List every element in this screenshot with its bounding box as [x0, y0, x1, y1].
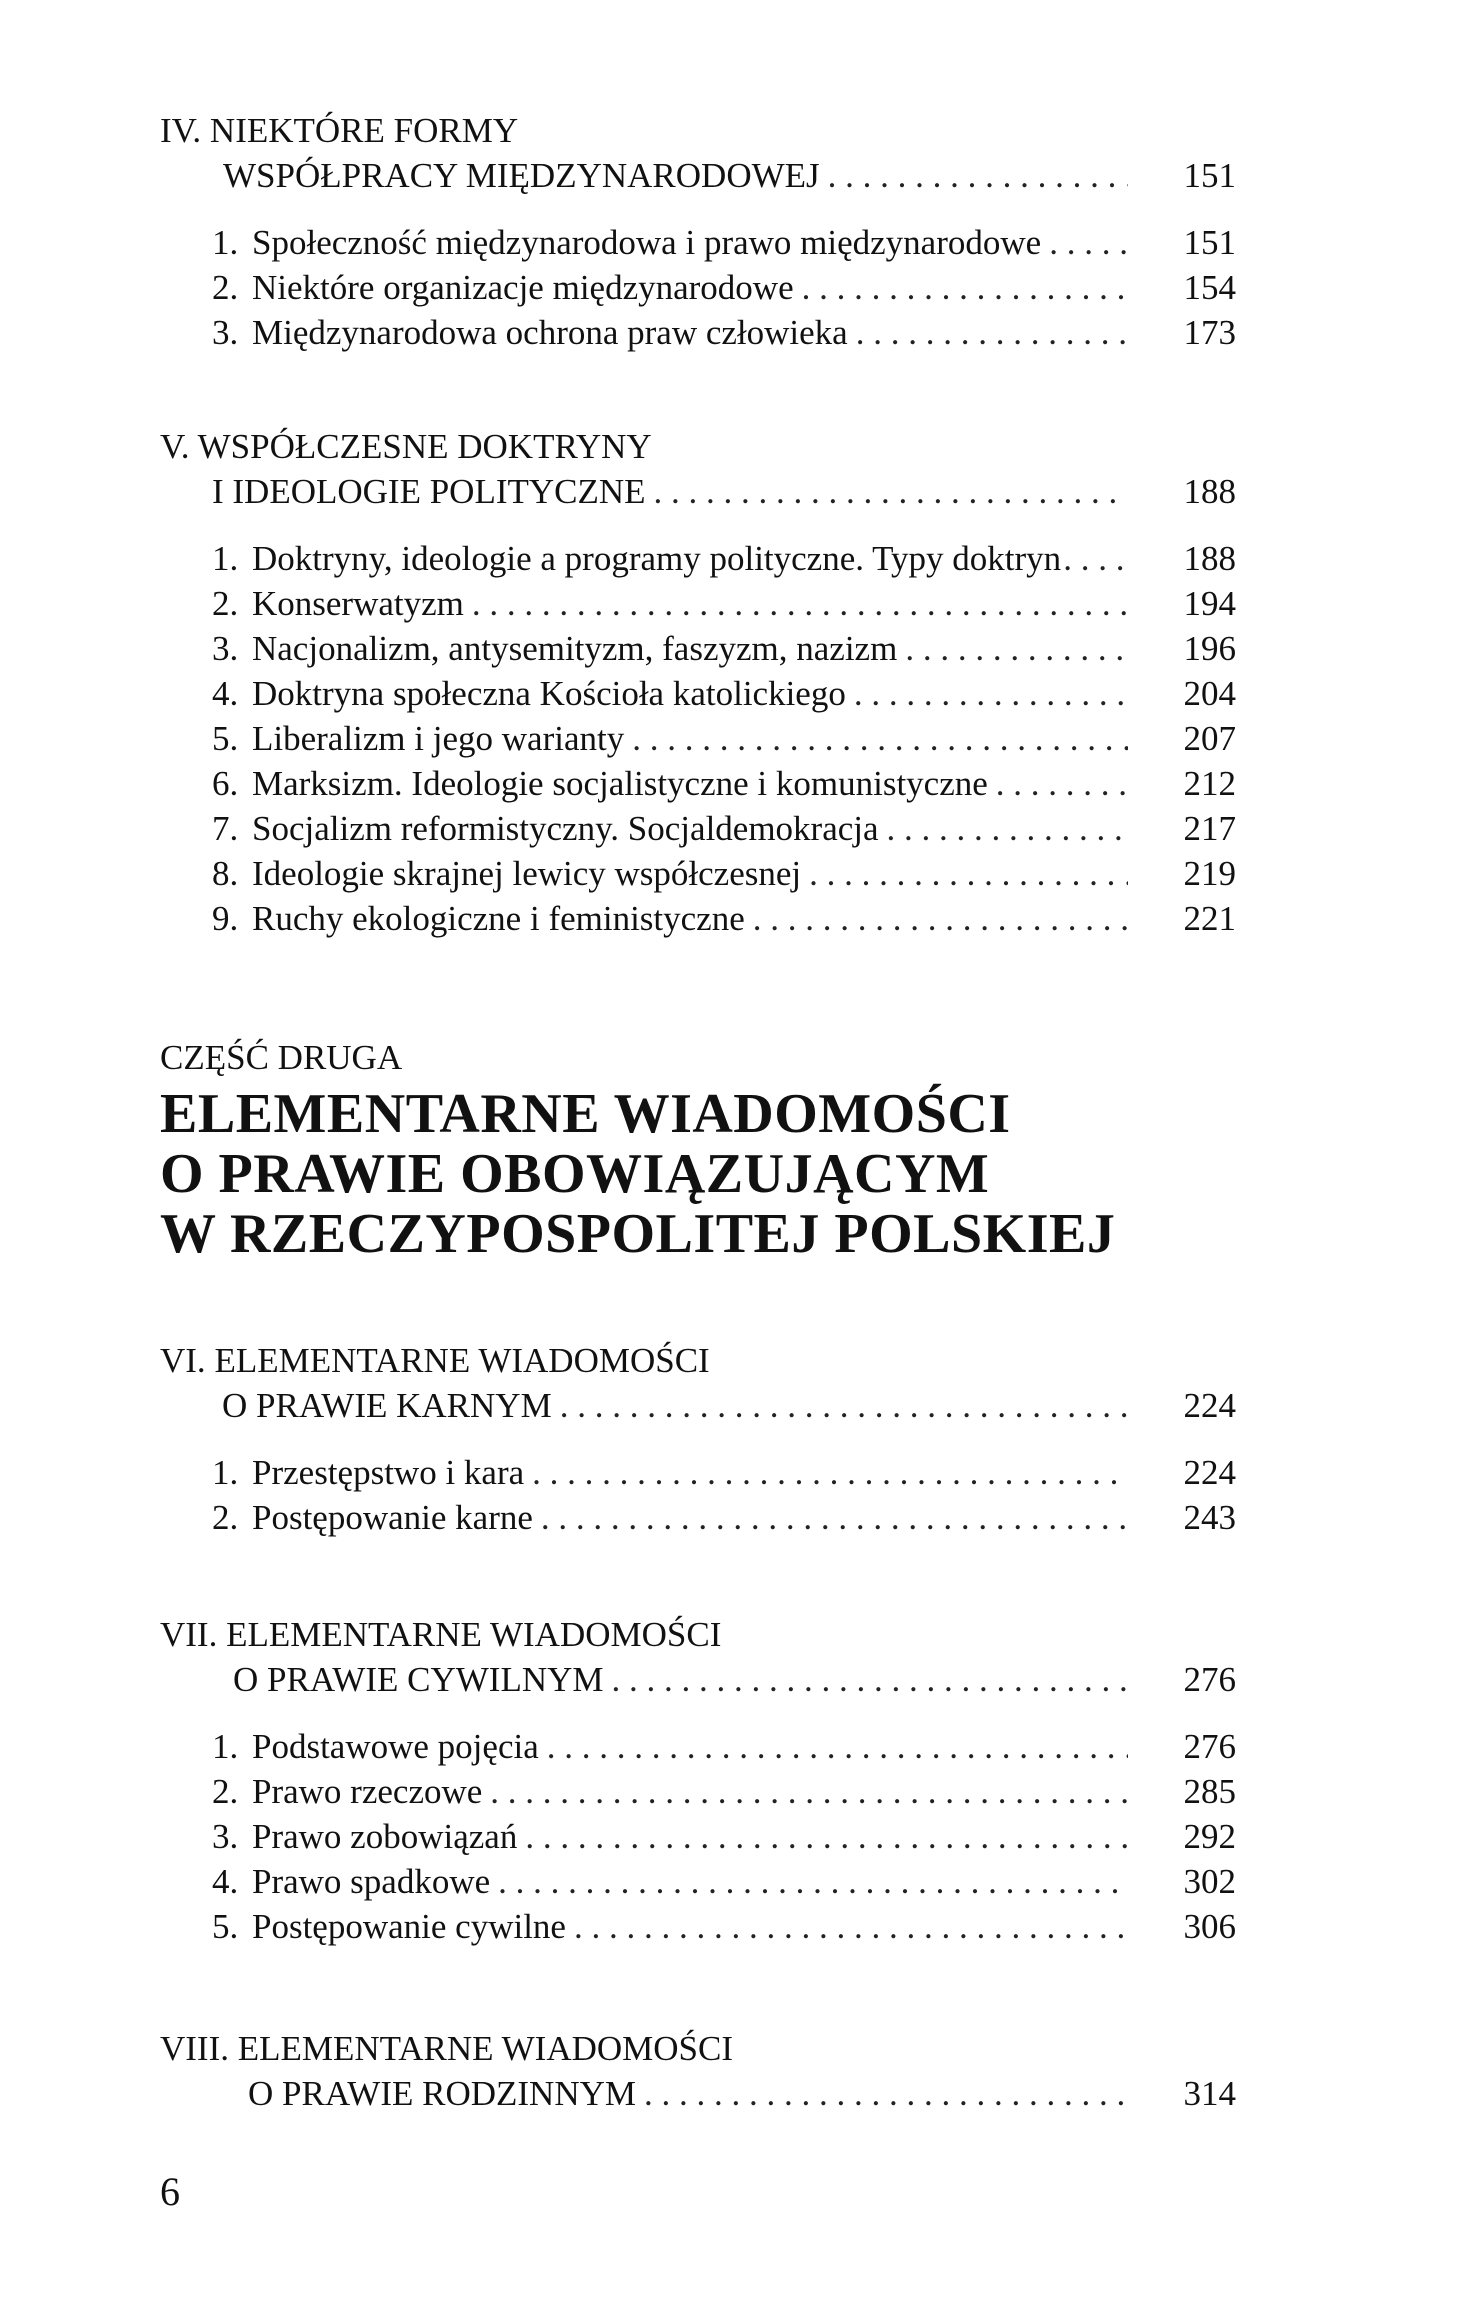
list-item [212, 671, 1236, 716]
section-list [160, 220, 1236, 355]
chapter-title-text: WSPÓŁCZESNE DOKTRYNY [197, 427, 652, 466]
page-ref: 276 [1183, 1660, 1236, 1699]
chapter-viii [160, 2026, 1236, 2116]
leader-dots [854, 671, 1128, 716]
page-ref: 224 [1183, 1386, 1236, 1425]
page-ref: 173 [1183, 313, 1236, 352]
item-number: 2. [212, 1498, 239, 1537]
item-number: 2. [212, 1772, 239, 1811]
leader-dots [525, 1814, 1128, 1859]
leader-dots [905, 626, 1128, 671]
chapter-vii [160, 1612, 1236, 1949]
chapter-number: V. [160, 427, 190, 466]
leader-dots [809, 851, 1128, 896]
leader-dots [560, 1383, 1128, 1428]
chapter-title-line [160, 1657, 1236, 1702]
page-ref: 212 [1183, 764, 1236, 803]
chapter-number: IV. [160, 111, 202, 150]
leader-dots [887, 806, 1128, 851]
leader-dots [753, 896, 1128, 941]
chapter-title-line [160, 2026, 1236, 2071]
page-ref: 151 [1183, 223, 1236, 262]
item-label: Niektóre organizacje międzynarodowe [252, 268, 794, 307]
leader-dots [532, 1450, 1128, 1495]
chapter-heading [160, 424, 1236, 514]
item-number: 3. [212, 629, 239, 668]
chapter-heading [160, 2026, 1236, 2116]
list-item [212, 265, 1236, 310]
list-item [212, 220, 1236, 265]
chapter-title-text: ELEMENTARNE WIADOMOŚCI [226, 1615, 722, 1654]
item-label: Prawo spadkowe [252, 1862, 491, 1901]
item-label: Ideologie skrajnej lewicy współczesnej [252, 854, 802, 893]
leader-dots [1049, 220, 1128, 265]
list-item [212, 1769, 1236, 1814]
item-number: 2. [212, 584, 239, 623]
item-label: Marksizm. Ideologie socjalistyczne i komunistyczne [252, 764, 988, 803]
leader-dots [654, 469, 1128, 514]
chapter-number: VIII. [160, 2029, 229, 2068]
list-item [212, 581, 1236, 626]
leader-dots [632, 716, 1128, 761]
list-item [212, 896, 1236, 941]
page-ref: 224 [1183, 1453, 1236, 1492]
chapter-title-line [160, 469, 1236, 514]
leader-dots [996, 761, 1128, 806]
page-ref: 292 [1183, 1817, 1236, 1856]
section-list [160, 1724, 1236, 1949]
list-item [212, 1814, 1236, 1859]
chapter-vi [160, 1338, 1236, 1540]
leader-dots [802, 265, 1128, 310]
page-ref: 221 [1183, 899, 1236, 938]
page-ref: 188 [1183, 539, 1236, 578]
leader-dots [490, 1769, 1128, 1814]
leader-dots [574, 1904, 1128, 1949]
leader-dots [1063, 536, 1128, 581]
item-number: 9. [212, 899, 239, 938]
chapter-title-line [160, 153, 1236, 198]
part-title-line: O PRAWIE OBOWIĄZUJĄCYM [160, 1143, 990, 1205]
item-number: 7. [212, 809, 239, 848]
list-item [212, 1724, 1236, 1769]
chapter-title-text: O PRAWIE RODZINNYM [248, 2074, 637, 2113]
item-label: Międzynarodowa ochrona praw człowieka [252, 313, 848, 352]
item-label: Społeczność międzynarodowa i prawo międzynarodowe [252, 223, 1042, 262]
chapter-title-line [160, 2071, 1236, 2116]
leader-dots [541, 1495, 1128, 1540]
part-title [160, 1084, 1115, 1264]
page-ref: 219 [1183, 854, 1236, 893]
leader-dots [472, 581, 1128, 626]
page-ref: 196 [1183, 629, 1236, 668]
item-number: 4. [212, 1862, 239, 1901]
page-ref: 217 [1183, 809, 1236, 848]
item-number: 8. [212, 854, 239, 893]
list-item [212, 851, 1236, 896]
chapter-heading [160, 1612, 1236, 1702]
leader-dots [498, 1859, 1128, 1904]
chapter-title-line [160, 108, 1236, 153]
chapter-title-text: ELEMENTARNE WIADOMOŚCI [214, 1341, 710, 1380]
chapter-title-text: O PRAWIE KARNYM [222, 1386, 552, 1425]
item-label: Podstawowe pojęcia [252, 1727, 539, 1766]
list-item [212, 1450, 1236, 1495]
page-ref: 306 [1183, 1907, 1236, 1946]
list-item [212, 806, 1236, 851]
page-ref: 276 [1183, 1727, 1236, 1766]
chapter-number: VI. [160, 1341, 206, 1380]
chapter-heading [160, 108, 1236, 198]
item-number: 4. [212, 674, 239, 713]
leader-dots [856, 310, 1128, 355]
item-label: Prawo rzeczowe [252, 1772, 483, 1811]
item-number: 6. [212, 764, 239, 803]
chapter-v [160, 424, 1236, 941]
item-label: Ruchy ekologiczne i feministyczne [252, 899, 745, 938]
chapter-heading [160, 1338, 1236, 1428]
item-number: 5. [212, 1907, 239, 1946]
leader-dots [828, 153, 1128, 198]
page-ref: 154 [1183, 268, 1236, 307]
list-item [212, 716, 1236, 761]
chapter-iv [160, 108, 1236, 355]
chapter-title-text: NIEKTÓRE FORMY [209, 111, 519, 150]
list-item [212, 626, 1236, 671]
item-label: Postępowanie cywilne [252, 1907, 566, 1946]
leader-dots [612, 1657, 1129, 1702]
list-item [212, 1859, 1236, 1904]
list-item [212, 310, 1236, 355]
page-number: 6 [160, 2169, 180, 2214]
chapter-number: VII. [160, 1615, 218, 1654]
page-ref: 285 [1183, 1772, 1236, 1811]
item-number: 5. [212, 719, 239, 758]
chapter-title-text: O PRAWIE CYWILNYM [233, 1660, 604, 1699]
section-list [160, 1450, 1236, 1540]
page-ref: 314 [1183, 2074, 1236, 2113]
list-item [212, 1904, 1236, 1949]
item-label: Prawo zobowiązań [252, 1817, 518, 1856]
list-item [212, 1495, 1236, 1540]
chapter-title-text: ELEMENTARNE WIADOMOŚCI [237, 2029, 734, 2068]
item-number: 2. [212, 268, 239, 307]
chapter-title-text: I IDEOLOGIE POLITYCZNE [212, 472, 646, 511]
page-ref: 243 [1183, 1498, 1236, 1537]
page-ref: 204 [1183, 674, 1236, 713]
chapter-title-line [160, 1612, 1236, 1657]
item-number: 1. [212, 223, 239, 262]
page-ref: 194 [1183, 584, 1236, 623]
item-number: 3. [212, 1817, 239, 1856]
part-title-line: W RZECZYPOSPOLITEJ POLSKIEJ [160, 1203, 1116, 1265]
page-ref: 151 [1183, 156, 1236, 195]
item-label: Nacjonalizm, antysemityzm, faszyzm, nazizm [252, 629, 898, 668]
chapter-title-line [160, 1383, 1236, 1428]
part-label: CZĘŚĆ DRUGA [160, 1038, 403, 1077]
item-label: Przestępstwo i kara [252, 1453, 525, 1492]
list-item [212, 761, 1236, 806]
page-ref: 302 [1183, 1862, 1236, 1901]
item-number: 1. [212, 1453, 239, 1492]
item-label: Postępowanie karne [252, 1498, 533, 1537]
chapter-title-line [160, 424, 1236, 469]
part-title-line: ELEMENTARNE WIADOMOŚCI [160, 1083, 1011, 1145]
leader-dots [547, 1724, 1128, 1769]
item-number: 1. [212, 539, 239, 578]
item-label: Socjalizm reformistyczny. Socjaldemokracja [252, 809, 879, 848]
chapter-title-text: WSPÓŁPRACY MIĘDZYNARODOWEJ [223, 156, 820, 195]
section-list [160, 536, 1236, 941]
item-label: Liberalizm i jego warianty [252, 719, 625, 758]
list-item [212, 536, 1236, 581]
item-number: 1. [212, 1727, 239, 1766]
item-label: Konserwatyzm [252, 584, 464, 623]
leader-dots [644, 2071, 1128, 2116]
item-label: Doktryna społeczna Kościoła katolickiego [252, 674, 846, 713]
page-ref: 207 [1183, 719, 1236, 758]
chapter-title-line [160, 1338, 1236, 1383]
page-ref: 188 [1183, 472, 1236, 511]
item-number: 3. [212, 313, 239, 352]
item-label: Doktryny, ideologie a programy polityczne. Typy doktryn [252, 539, 1062, 578]
